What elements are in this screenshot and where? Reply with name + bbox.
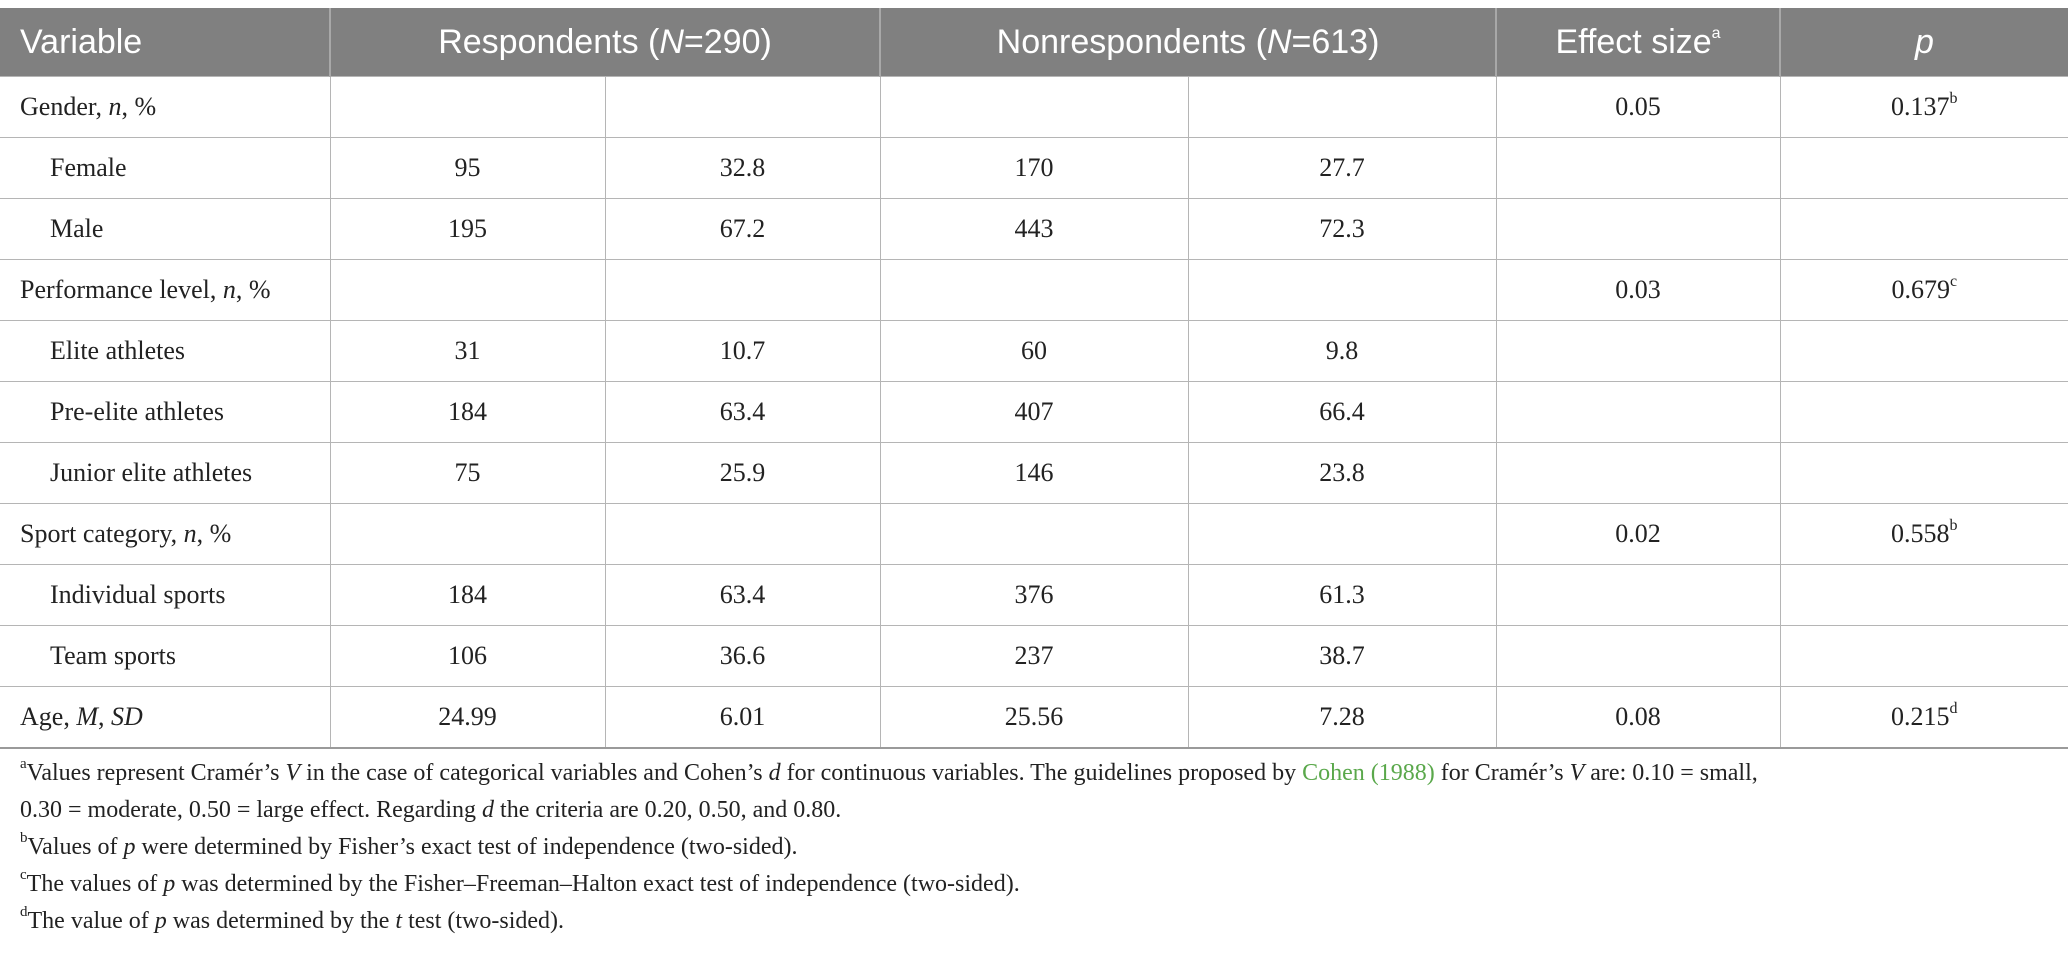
header-row [0,8,2068,77]
cell-nonrespondents-n: 407 [880,382,1188,443]
table-row [0,77,2068,138]
cell-p-value: 0.679$^c$ [1780,260,2068,321]
cell-nonrespondents-pct [1188,504,1496,565]
table-row [0,321,2068,382]
cell-p-value: 0.558$^b$ [1780,504,2068,565]
cell-nonrespondents-pct: 27.7 [1188,138,1496,199]
cell-effect-size: 0.05 [1496,77,1780,138]
results-table [0,8,2068,749]
cell-nonrespondents-pct: 9.8 [1188,321,1496,382]
cell-nonrespondents-n: 25.56 [880,687,1188,749]
cell-effect-size: 0.02 [1496,504,1780,565]
cell-effect-size [1496,138,1780,199]
cell-respondents-pct: 67.2 [605,199,880,260]
table-row [0,504,2068,565]
cell-respondents-n [330,504,605,565]
cell-respondents-pct: 6.01 [605,687,880,749]
cell-effect-size [1496,626,1780,687]
cell-effect-size [1496,443,1780,504]
row-label: Pre-elite athletes [0,382,330,443]
header-nonrespondents: Nonrespondents (N=613) [880,8,1496,77]
cell-respondents-n [330,260,605,321]
table-row [0,443,2068,504]
row-label: Team sports [0,626,330,687]
cell-p-value [1780,321,2068,382]
table-row [0,260,2068,321]
cell-nonrespondents-pct: 23.8 [1188,443,1496,504]
cell-nonrespondents-pct [1188,77,1496,138]
table-row [0,199,2068,260]
table-row [0,687,2068,749]
cell-respondents-n: 95 [330,138,605,199]
cell-respondents-n [330,77,605,138]
row-label: Performance level, n, % [0,260,330,321]
table-footnotes [0,749,2068,940]
cell-effect-size: 0.08 [1496,687,1780,749]
header-effect-size: Effect size$^a$ [1496,8,1780,77]
cell-nonrespondents-pct [1188,260,1496,321]
cell-respondents-pct [605,260,880,321]
cell-effect-size [1496,199,1780,260]
row-label: Age, M, SD [0,687,330,749]
table-row [0,565,2068,626]
cell-nonrespondents-pct: 7.28 [1188,687,1496,749]
cell-p-value [1780,382,2068,443]
header-respondents: Respondents (N=290) [330,8,880,77]
cell-nonrespondents-n: 60 [880,321,1188,382]
cell-p-value [1780,626,2068,687]
row-label: Female [0,138,330,199]
cell-respondents-n: 184 [330,382,605,443]
cell-p-value [1780,138,2068,199]
table-row [0,382,2068,443]
cell-p-value: 0.215$^d$ [1780,687,2068,749]
cell-respondents-n: 184 [330,565,605,626]
cell-respondents-pct: 63.4 [605,382,880,443]
row-label: Junior elite athletes [0,443,330,504]
cell-nonrespondents-n [880,77,1188,138]
table-row [0,626,2068,687]
cell-effect-size [1496,565,1780,626]
cell-nonrespondents-pct: 66.4 [1188,382,1496,443]
row-label: Gender, n, % [0,77,330,138]
footnote-d: $^d$The value of p was determined by the t test (two-sided). [20,904,565,934]
cell-p-value [1780,199,2068,260]
table-row [0,138,2068,199]
footnote-b: $^b$Values of p were determined by Fisher’s exact test of independence (two-sided). [20,830,798,860]
cell-respondents-n: 24.99 [330,687,605,749]
cell-nonrespondents-pct: 72.3 [1188,199,1496,260]
cell-nonrespondents-n [880,504,1188,565]
cell-respondents-pct: 63.4 [605,565,880,626]
footnote-a-continued: 0.30 = moderate, 0.50 = large effect. Regarding d the criteria are 0.20, 0.50, and 0.80. [20,797,842,823]
cell-nonrespondents-n [880,260,1188,321]
cell-respondents-pct: 10.7 [605,321,880,382]
footnote-a: $^a$Values represent Cramér’s V in the case of categorical variables and Cohen’s d for continuous variables. The guidelines proposed by Cohen (1988) for Cramér’s V are: 0.10 = small, [20,756,1758,786]
cell-respondents-pct: 32.8 [605,138,880,199]
row-label: Individual sports [0,565,330,626]
footnote-c: $^c$The values of p was determined by the Fisher–Freeman–Halton exact test of independence (two-sided). [20,867,1020,897]
cell-nonrespondents-n: 443 [880,199,1188,260]
cell-p-value [1780,443,2068,504]
cell-p-value [1780,565,2068,626]
citation-link[interactable]: Cohen (1988) [1302,760,1435,786]
cell-respondents-pct [605,504,880,565]
cell-nonrespondents-n: 237 [880,626,1188,687]
table-wrapper [0,8,2068,940]
header-p: p [1780,8,2068,77]
cell-p-value: 0.137$^b$ [1780,77,2068,138]
cell-nonrespondents-n: 146 [880,443,1188,504]
cell-nonrespondents-pct: 61.3 [1188,565,1496,626]
cell-respondents-n: 195 [330,199,605,260]
cell-respondents-n: 31 [330,321,605,382]
cell-nonrespondents-pct: 38.7 [1188,626,1496,687]
cell-nonrespondents-n: 170 [880,138,1188,199]
row-label: Elite athletes [0,321,330,382]
cell-respondents-pct: 25.9 [605,443,880,504]
cell-nonrespondents-n: 376 [880,565,1188,626]
header-variable: Variable [0,8,330,77]
cell-effect-size [1496,321,1780,382]
row-label: Sport category, n, % [0,504,330,565]
cell-effect-size: 0.03 [1496,260,1780,321]
cell-respondents-n: 75 [330,443,605,504]
cell-respondents-n: 106 [330,626,605,687]
cell-effect-size [1496,382,1780,443]
cell-respondents-pct [605,77,880,138]
row-label: Male [0,199,330,260]
cell-respondents-pct: 36.6 [605,626,880,687]
